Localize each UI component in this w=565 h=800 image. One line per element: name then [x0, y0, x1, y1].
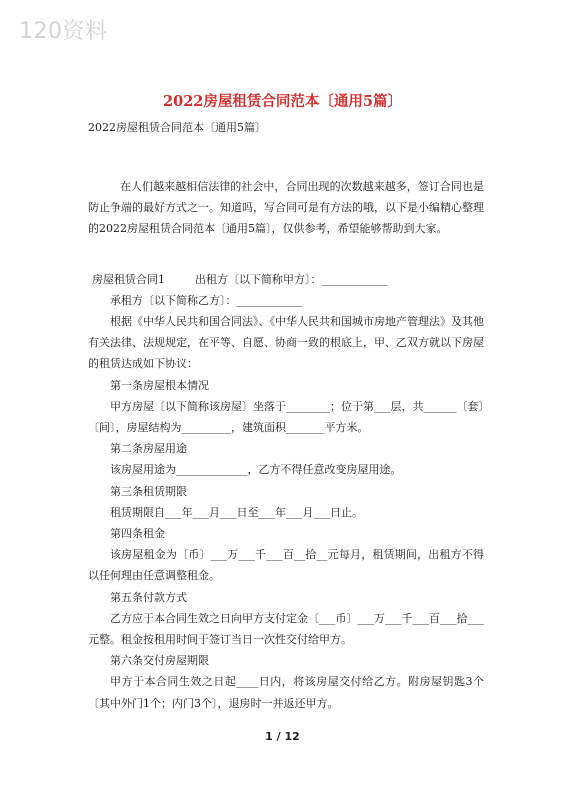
lessee-label: 承租方〔以下简称乙方〕： [110, 293, 237, 307]
intro-paragraph: 在人们越来越相信法律的社会中，合同出现的次数越来越多，签订合同也是防止争端的最好方式之一。知道吗，写合同可是有方法的哦，以下是小编精心整理的2022房屋租赁合同范本〔通用5篇〕，仅供参考，希望能够帮助到大家。 [88, 180, 484, 236]
lessee-line [88, 290, 484, 311]
article-1-title: 第一条房屋根本情况 [110, 378, 209, 392]
document-body [88, 176, 484, 714]
article-4-title: 第四条租金 [110, 527, 165, 541]
article-2-text: 该房屋用途为_____________，乙方不得任意改变房屋用途。 [110, 463, 402, 477]
lessee-blank: ____________ [236, 293, 303, 307]
article-3-title: 第三条租赁期限 [110, 484, 187, 498]
article-2-title: 第二条房屋用途 [110, 442, 187, 456]
page-indicator: 1 / 12 [265, 730, 300, 743]
document-title: 2022房屋租赁合同范本〔通用5篇〕 [163, 93, 402, 110]
article-1-text: 甲方房屋〔以下简称该房屋〕坐落于________；位于第___层，共______〔套〕〔间〕，房屋结构为_________，建筑面积_______平方米。 [88, 399, 484, 435]
watermark-logo: 120资料 [19, 19, 108, 44]
lessor-label: 出租方〔以下简称甲方〕： [195, 272, 322, 286]
preamble-paragraph: 根据《中华人民共和国合同法》、《中华人民共和国城市房地产管理法》及其他有关法律、法规规定，在平等、自愿、协商一致的根底上，甲、乙双方就以下房屋的租赁达成如下协议： [88, 315, 484, 371]
contract-header-line [88, 269, 484, 290]
article-5-title: 第五条付款方式 [110, 590, 187, 604]
article-3-text: 租赁期限自___年___月___日至___年___月___日止。 [110, 505, 363, 519]
document-subtitle: 2022房屋租赁合同范本〔通用5篇〕 [88, 121, 266, 134]
article-4-text: 该房屋租金为〔币〕___万___千___百__拾__元每月，租赁期间，出租方不得以任何理由任意调整租金。 [88, 548, 484, 583]
contract-heading: 房屋租赁合同1 [92, 272, 165, 286]
article-6-text: 甲方于本合同生效之日起____日内，将该房屋交付给乙方。附房屋钥匙3个〔其中外门1个；内门3个〕，退房时一并返还甲方。 [88, 675, 484, 710]
article-6-title: 第六条交付房屋期限 [110, 654, 209, 668]
article-5-text: 乙方应于本合同生效之日向甲方支付定金〔___币〕___万___千___百___拾___元整。租金按租用时间于签订当日一次性交付给甲方。 [88, 611, 484, 647]
lessor-blank: ____________ [321, 272, 388, 286]
